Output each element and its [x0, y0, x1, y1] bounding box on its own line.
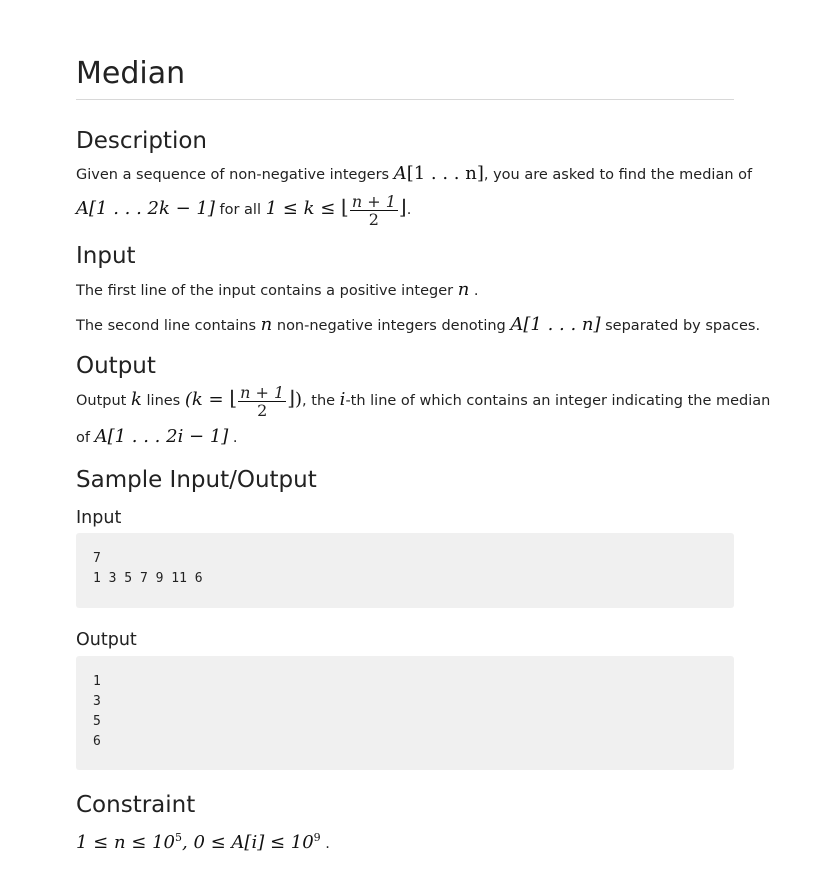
input-line-1 [76, 280, 736, 301]
description-text-3: for all [214, 202, 266, 218]
output-text: Output [76, 393, 131, 409]
math-fraction-2: $\frac{n + 1}{2}$ [240, 382, 285, 420]
sample-input-line: 1 3 5 7 9 11 6 [93, 571, 203, 586]
math-subarray-2: A[1 . . . 2i − 1] [94, 426, 229, 447]
input-text-3: non-negative integers denoting [272, 318, 511, 334]
sample-input-line: 7 [93, 551, 101, 566]
description-line-2 [76, 190, 736, 228]
input-text-2: The second line contains [76, 318, 261, 334]
output-line-1 [76, 381, 771, 420]
math-exp-1: 5 [175, 831, 182, 844]
input-line-2 [76, 314, 761, 336]
sample-output-line: 5 [93, 714, 101, 729]
title-divider [76, 99, 734, 100]
math-a: A[1 . . . n] [393, 163, 484, 184]
math-k: k [130, 389, 142, 410]
sample-output-label: Output [76, 630, 137, 650]
input-heading: Input [76, 243, 136, 269]
math-exp-2: 9 [313, 831, 321, 844]
math-array: A[1 . . . n] [510, 314, 601, 335]
sample-output-line: 6 [93, 734, 101, 749]
output-heading: Output [76, 353, 156, 379]
math-n: n [457, 279, 470, 300]
input-text-4: separated by spaces. [600, 318, 761, 334]
sample-input-box[interactable] [76, 533, 734, 608]
output-text-2: lines [141, 393, 185, 409]
page-title: Median [76, 56, 186, 91]
floor-right-2: ⌋ [287, 386, 296, 410]
constraint-heading: Constraint [76, 792, 196, 818]
math-n-range: 1 ≤ n ≤ 10 [76, 832, 175, 853]
math-n-2: n [260, 314, 273, 335]
input-text: The first line of the input contains a positive integer [76, 283, 458, 299]
math-i: i [339, 389, 346, 410]
output-line-2 [76, 427, 736, 448]
constraint-line [76, 826, 736, 856]
output-text-3: , the [302, 393, 340, 409]
description-line-1 [76, 163, 753, 185]
description-text-2: , you are asked to find the median of [483, 167, 753, 183]
sample-input-label: Input [76, 508, 122, 528]
output-period: . [228, 430, 238, 446]
math-a-range: , 0 ≤ A[i] ≤ 10 [182, 832, 314, 853]
floor-left-2: ⌊ [229, 386, 238, 410]
input-period: . [469, 283, 479, 299]
floor-right: ⌋ [398, 195, 407, 219]
sample-output-line: 3 [93, 694, 101, 709]
description-text: Given a sequence of non-negative integers [76, 167, 394, 183]
description-heading: Description [76, 128, 207, 154]
sample-heading: Sample Input/Output [76, 467, 317, 493]
math-close-paren: ) [295, 389, 303, 410]
math-subarray: A[1 . . . 2k − 1] [76, 198, 215, 219]
math-fraction: $\frac{n + 1}{2}$ [351, 191, 396, 229]
output-text-4: -th line of which contains an integer indicating the median [345, 393, 771, 409]
math-k-eq: (k = [184, 389, 230, 410]
constraint-period: . [320, 836, 330, 852]
floor-left: ⌊ [341, 195, 349, 219]
math-condition: 1 ≤ k ≤ [265, 198, 342, 219]
sample-output-line: 1 [93, 674, 101, 689]
description-period: . [406, 202, 412, 218]
sample-output-box[interactable] [76, 656, 734, 770]
output-text-5: of [76, 430, 95, 446]
